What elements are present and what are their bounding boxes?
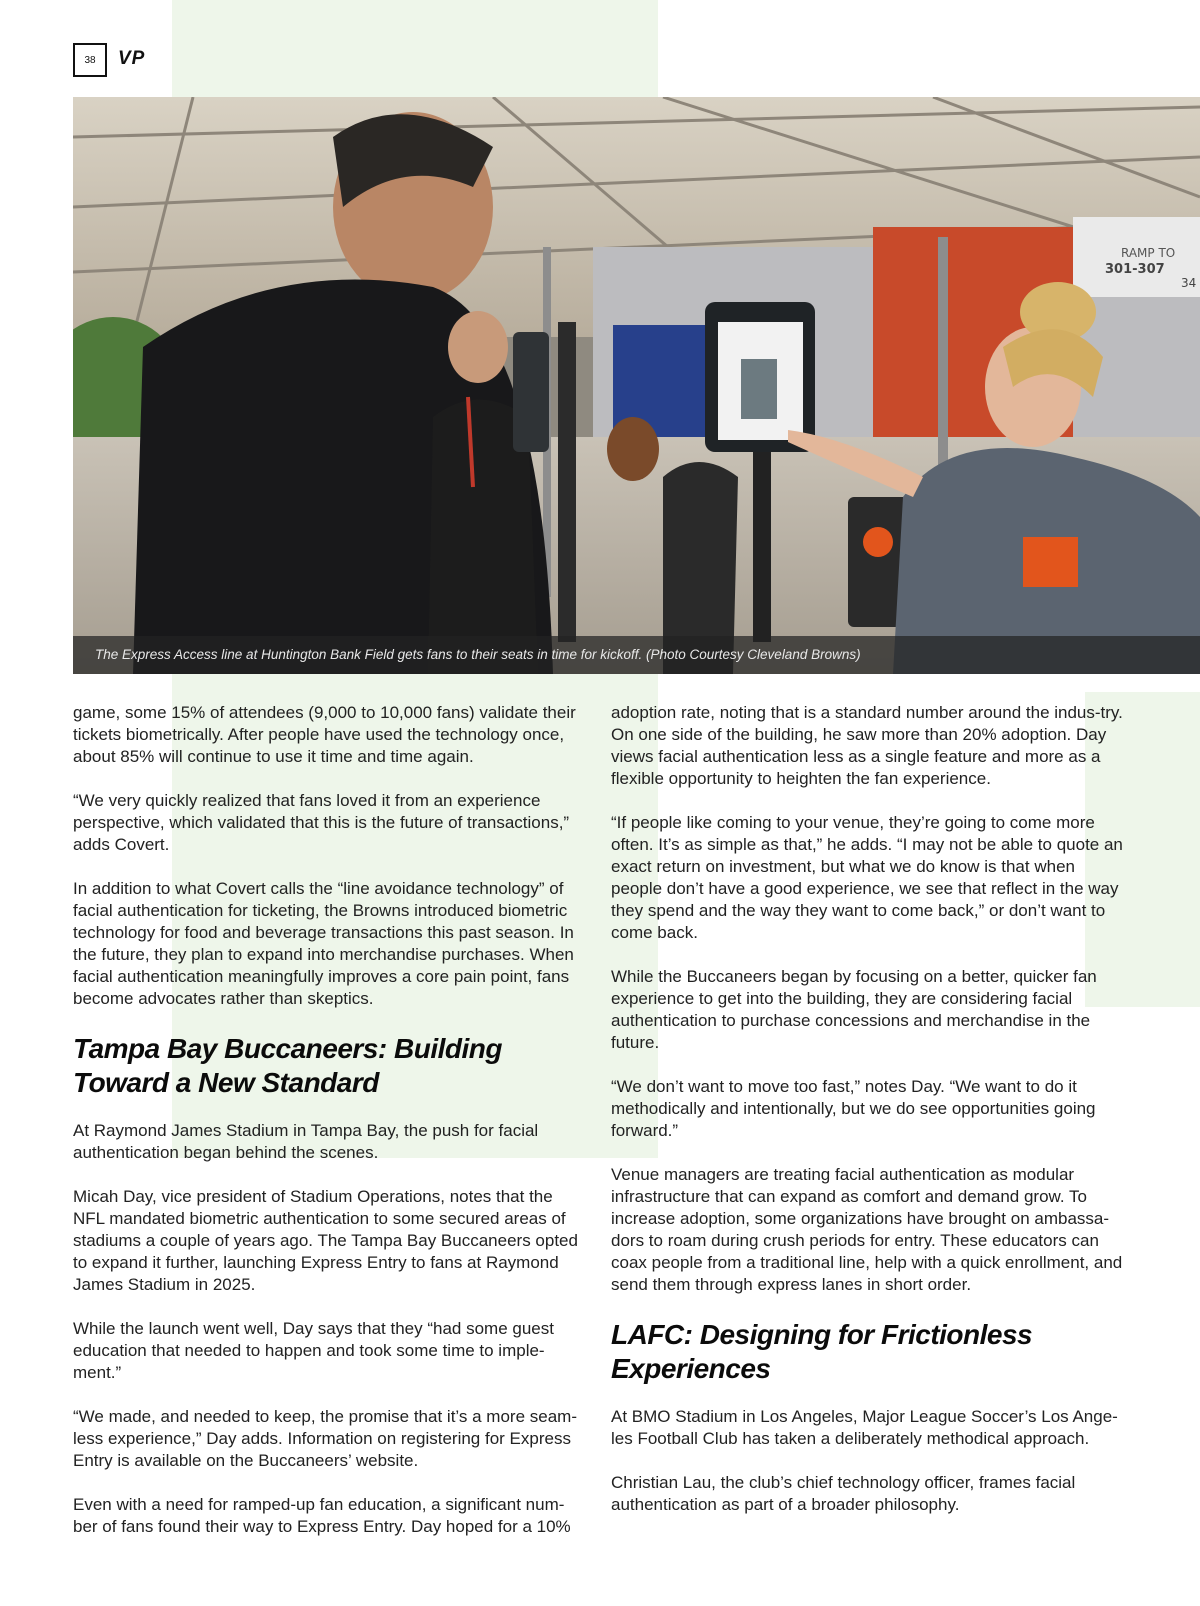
ramp-numbers: 301-307: [1105, 262, 1165, 277]
ramp-extra: 34: [1181, 276, 1197, 290]
paragraph: “If people like coming to your venue, they’re going to come more often. It’s as simple as that,” he adds. “I may not be able to quote an exact return on investment, but what we do know is that when people don’t have a good experience, we see that reflect in the way they spend and the way they want to come back,” or don’t want to come back.: [611, 813, 1123, 942]
article-photo: [73, 97, 1200, 674]
kiosk-left-stand: [558, 322, 576, 642]
paragraph: At Raymond James Stadium in Tampa Bay, the push for facial authentication began behind the scenes.: [73, 1121, 539, 1162]
paragraph: game, some 15% of attendees (9,000 to 10,000 fans) validate their tickets biometrically. After people have used the technology once, about 85% will continue to use it time and time again.: [73, 703, 576, 766]
browns-helmet-logo: [863, 527, 893, 557]
paragraph: Christian Lau, the club’s chief technology officer, frames facial authentication as part of a broader philosophy.: [611, 1473, 1076, 1514]
page-number: 38: [73, 43, 107, 77]
staff-head: [448, 311, 508, 383]
jacket-patch: [1023, 537, 1078, 587]
paragraph: While the Buccaneers began by focusing on a better, quicker fan experience to get into the building, they are considering facial authentication to purchase concessions and merchandise in the future.: [611, 967, 1097, 1052]
paragraph: At BMO Stadium in Los Angeles, Major League Soccer’s Los Ange-les Football Club has taken a deliberately methodical approach.: [611, 1407, 1118, 1448]
kiosk-left: [513, 332, 549, 452]
paragraph: Micah Day, vice president of Stadium Operations, notes that the NFL mandated biometric authentication to some secured areas of stadiums a couple of years ago. The Tampa Bay Buccaneers opted to expand it further, launching Express Entry to fans at Raymond James Stadium in 2025.: [73, 1187, 578, 1294]
photo-illustration: [73, 97, 1200, 674]
article-column-right: [611, 702, 1123, 1538]
photo-caption: The Express Access line at Huntington Bank Field gets fans to their seats in time for kickoff. (Photo Courtesy Cleveland Browns): [73, 636, 1200, 674]
magazine-logo: VP: [118, 48, 146, 69]
paragraph: In addition to what Covert calls the “line avoidance technology” of facial authentication for ticketing, the Browns introduced biometric technology for food and beverage transactions this past season. In the future, they plan to expand into merchandise purchases. When facial authentication meaningfully improves a core pain point, fans become advocates rather than skeptics.: [73, 879, 574, 1008]
paragraph: “We don’t want to move too fast,” notes Day. “We want to do it methodically and intentionally, but we do see opportunities going forward.”: [611, 1077, 1096, 1140]
section-heading-buccaneers: Tampa Bay Buccaneers: Building Toward a New Standard: [73, 1033, 502, 1098]
paragraph: Even with a need for ramped-up fan education, a significant num-ber of fans found their way to Express Entry. Day hoped for a 10%: [73, 1495, 571, 1536]
kiosk-main-stand: [753, 452, 771, 642]
paragraph: Venue managers are treating facial authentication as modular infrastructure that can expand as comfort and demand grow. To increase adoption, some organizations have brought on ambassa-dors to roam during crush periods for entry. These educators can coax people from a traditional line, help with a quick enrollment, and send them through express lanes in short order.: [611, 1165, 1123, 1294]
paragraph: adoption rate, noting that is a standard number around the indus-try. On one side of the building, he saw more than 20% adoption. Day views facial authentication less as a single feature and more as a flexible opportunity to heighten the fan experience.: [611, 703, 1123, 788]
kiosk-screen-photo: [741, 359, 777, 419]
paragraph: “We made, and needed to keep, the promise that it’s a more seam-less experience,” Day adds. Information on registering for Express Entry is available on the Buccaneers’ website.: [73, 1407, 577, 1470]
article-column-left: [73, 702, 585, 1560]
paragraph: “We very quickly realized that fans loved it from an experience perspective, which validated that this is the future of transactions,” adds Covert.: [73, 791, 570, 854]
section-heading-lafc: LAFC: Designing for Frictionless Experiences: [611, 1319, 1033, 1384]
paragraph: While the launch went well, Day says that they “had some guest education that needed to happen and took some time to imple-ment.”: [73, 1319, 554, 1382]
ramp-sign: RAMP TO: [1121, 246, 1176, 260]
football: [607, 417, 659, 481]
